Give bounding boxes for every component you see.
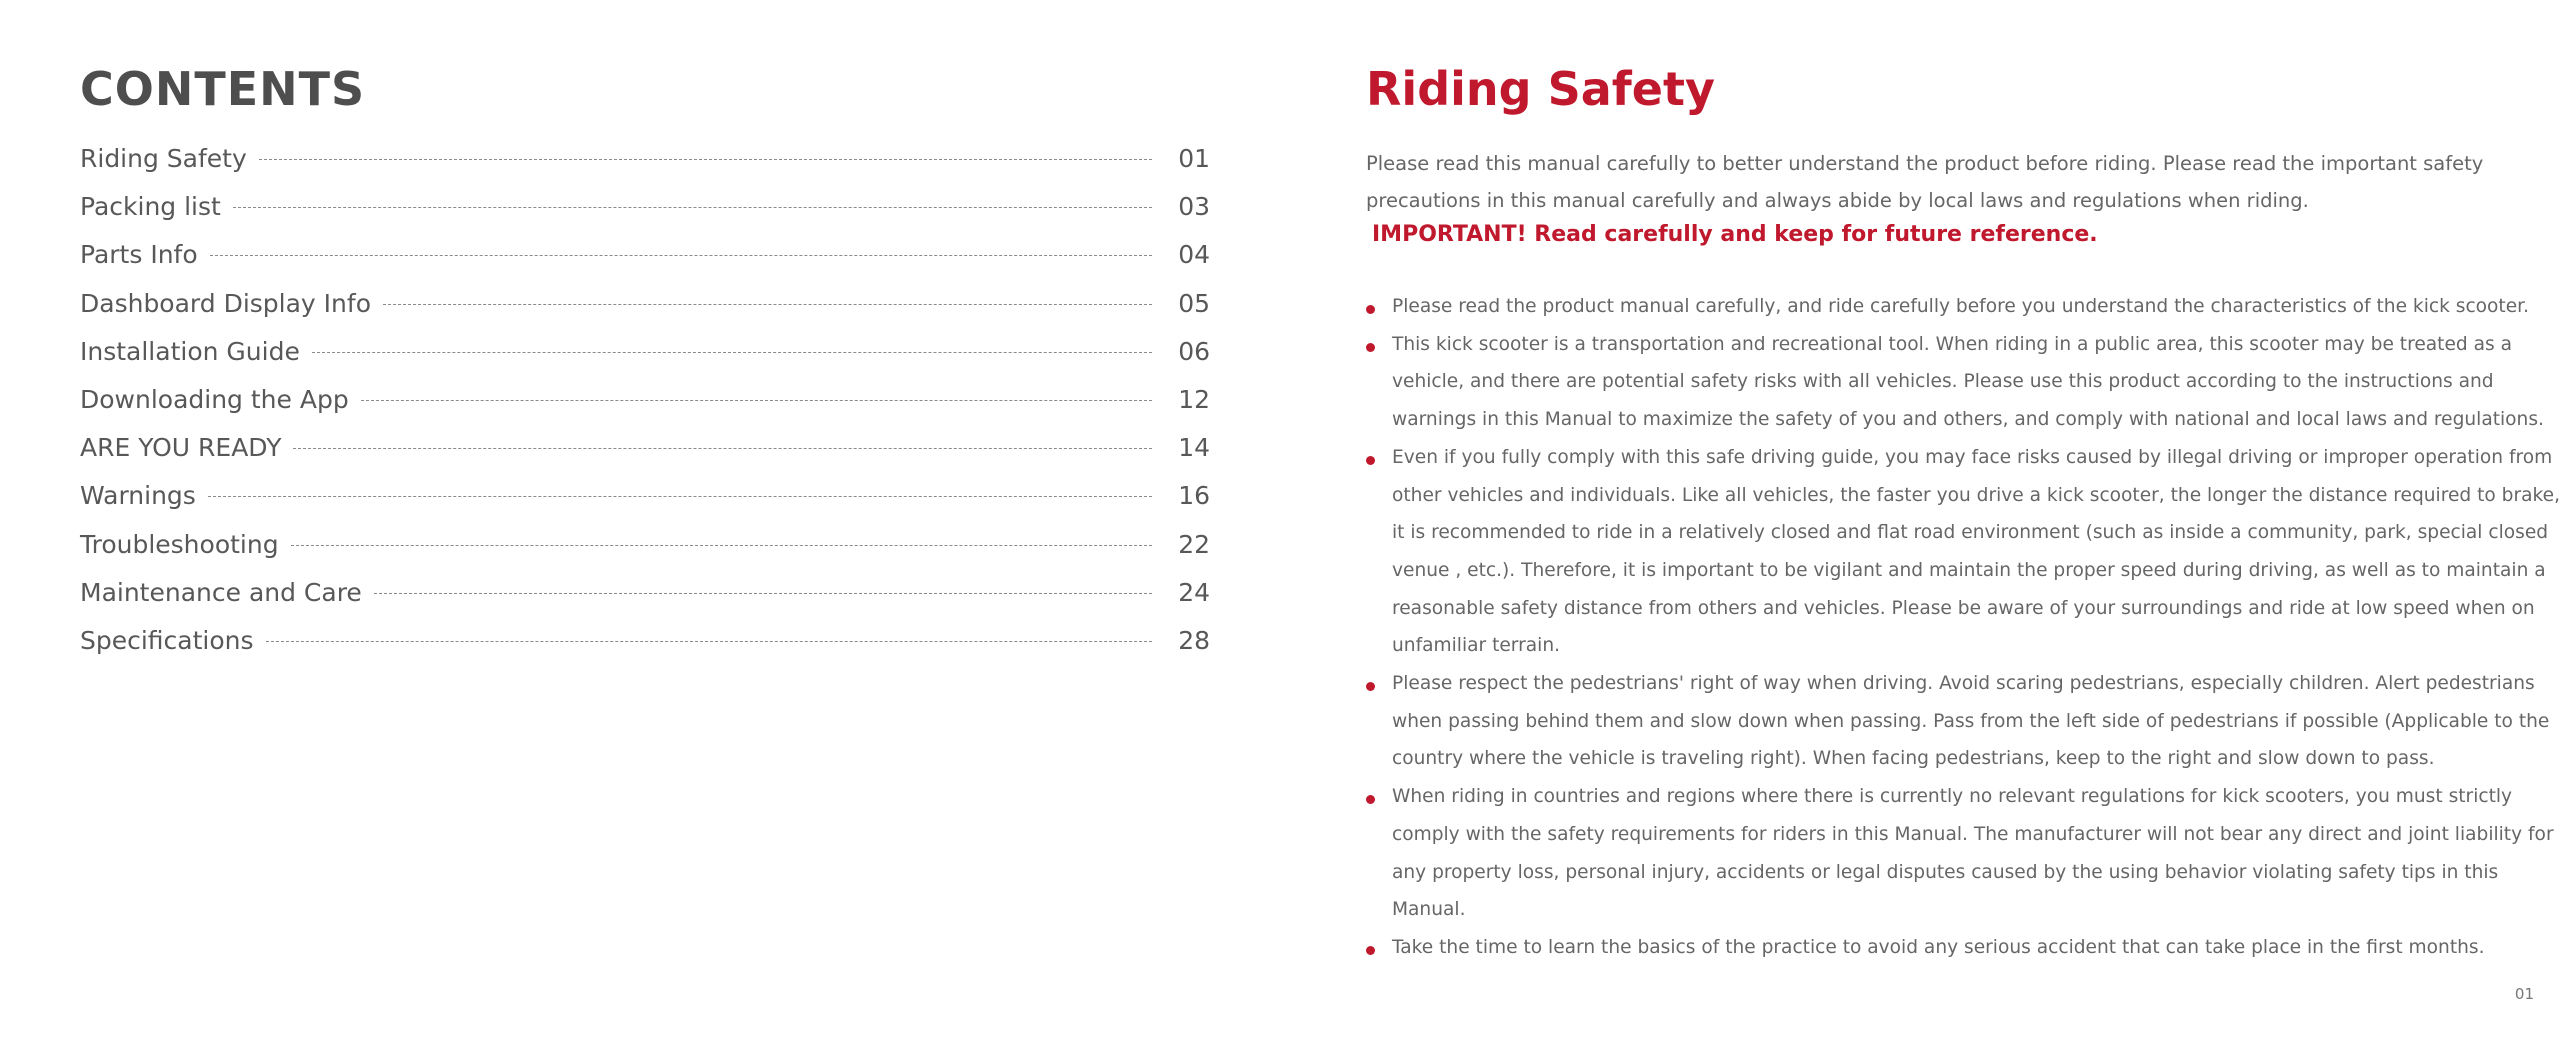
toc-entry-label: Dashboard Display Info xyxy=(80,288,371,318)
toc-entry[interactable] xyxy=(80,626,1210,674)
toc-entry[interactable] xyxy=(80,578,1210,626)
toc-entry-label: Packing list xyxy=(80,192,221,222)
toc-entry[interactable] xyxy=(80,385,1210,433)
toc-dotted-leader xyxy=(293,448,1152,449)
toc-entry[interactable] xyxy=(80,481,1210,529)
toc-entry-page: 28 xyxy=(1178,625,1210,655)
toc-entry-page: 06 xyxy=(1178,336,1210,366)
list-item xyxy=(1366,665,2571,778)
toc-entry-label: Installation Guide xyxy=(80,336,300,366)
toc-dotted-leader xyxy=(291,545,1152,546)
toc-entry[interactable] xyxy=(80,337,1210,385)
toc-entry[interactable] xyxy=(80,433,1210,481)
toc-entry-label: Parts Info xyxy=(80,240,198,270)
toc-entry-label: Troubleshooting xyxy=(80,529,279,559)
bullet-text: Take the time to learn the basics of the practice to avoid any serious accident that can take place in the first months. xyxy=(1392,936,2485,958)
toc-dotted-leader xyxy=(266,641,1152,642)
toc-dotted-leader xyxy=(312,352,1152,353)
toc-entry[interactable] xyxy=(80,240,1210,288)
toc-entry-page: 12 xyxy=(1178,384,1210,414)
bullet-text: Even if you fully comply with this safe driving guide, you may face risks caused by illegal driving or improper operation from other vehicles and individuals. Like all vehicles, the faster you drive a kick scooter, the longer the distance required to brake, it is recommended to ride in a relatively closed and flat road environment (such as inside a community, park, special closed venue , etc.). Therefore, it is important to be vigilant and maintain the proper speed during driving, as well as to maintain a reasonable safety distance from others and vehicles. Please be aware of your surroundings and ride at low speed when on unfamiliar terrain. xyxy=(1392,446,2560,657)
toc-entry[interactable] xyxy=(80,144,1210,192)
toc-entry[interactable] xyxy=(80,530,1210,578)
bullet-text: Please respect the pedestrians' right of way when driving. Avoid scaring pedestrians, especially children. Alert pedestrians when passing behind them and slow down when passing. Pass from the left side of pedestrians if possible (Applicable to the country where the vehicle is traveling right). When facing pedestrians, keep to the right and slow down to pass. xyxy=(1392,673,2550,770)
intro-paragraph: Please read this manual carefully to better understand the product before riding. Please read the important safety precautions in this manual carefully and always abide by local laws and regulations when riding. xyxy=(1366,152,2484,212)
toc-dotted-leader xyxy=(361,400,1152,401)
toc-entry-label: Warnings xyxy=(80,481,196,511)
toc-entry-label: Specifications xyxy=(80,625,254,655)
toc-dotted-leader xyxy=(208,496,1152,497)
toc-entry[interactable] xyxy=(80,289,1210,337)
bullet-dot-icon xyxy=(1366,456,1375,465)
toc-entry-label: Downloading the App xyxy=(80,384,349,414)
bullet-dot-icon xyxy=(1366,305,1375,314)
toc-entry-page: 24 xyxy=(1178,577,1210,607)
bullet-text: When riding in countries and regions where there is currently no relevant regulations for kick scooters, you must strictly comply with the safety requirements for riders in this Manual. The manufacturer will not bear any direct and joint liability for any property loss, personal injury, accidents or legal disputes caused by the using behavior violating safety tips in this Manual. xyxy=(1392,786,2554,921)
toc-entry-page: 16 xyxy=(1178,481,1210,511)
safety-bullet-list xyxy=(1366,288,2571,967)
toc-entry-page: 05 xyxy=(1178,288,1210,318)
contents-page xyxy=(0,0,1285,1058)
list-item xyxy=(1366,929,2571,967)
bullet-dot-icon xyxy=(1366,343,1375,352)
bullet-dot-icon xyxy=(1366,795,1375,804)
toc-entry-page: 04 xyxy=(1178,240,1210,270)
list-item xyxy=(1366,288,2571,326)
important-notice: IMPORTANT! Read carefully and keep for future reference. xyxy=(1372,222,2098,247)
riding-safety-page xyxy=(1286,0,2571,1058)
toc-entry-label: Maintenance and Care xyxy=(80,577,362,607)
toc-entry-page: 01 xyxy=(1178,144,1210,173)
riding-safety-title: Riding Safety xyxy=(1366,62,1715,116)
contents-title: CONTENTS xyxy=(80,62,366,116)
toc-dotted-leader xyxy=(259,159,1152,160)
toc-entry[interactable] xyxy=(80,192,1210,240)
list-item xyxy=(1366,778,2571,929)
toc-dotted-leader xyxy=(210,255,1152,256)
bullet-text: Please read the product manual carefully, and ride carefully before you understand the characteristics of the kick scooter. xyxy=(1392,296,2530,317)
toc-dotted-leader xyxy=(233,207,1152,208)
list-item xyxy=(1366,326,2571,439)
toc-entry-page: 03 xyxy=(1178,192,1210,222)
toc-entry-page: 14 xyxy=(1178,433,1210,463)
toc-entry-label: ARE YOU READY xyxy=(80,433,282,463)
bullet-dot-icon xyxy=(1366,946,1375,955)
bullet-dot-icon xyxy=(1366,682,1375,691)
toc-dotted-leader xyxy=(383,304,1152,305)
toc-dotted-leader xyxy=(374,593,1152,594)
page-number: 01 xyxy=(2514,985,2534,1003)
list-item xyxy=(1366,439,2571,665)
table-of-contents xyxy=(80,144,1210,674)
bullet-text: This kick scooter is a transportation and recreational tool. When riding in a public area, this scooter may be treated as a vehicle, and there are potential safety risks with all vehicles. Please use this product according to the instructions and warnings in this Manual to maximize the safety of you and others, and comply with national and local laws and regulations. xyxy=(1392,333,2544,431)
toc-entry-label: Riding Safety xyxy=(80,144,247,173)
toc-entry-page: 22 xyxy=(1178,529,1210,559)
